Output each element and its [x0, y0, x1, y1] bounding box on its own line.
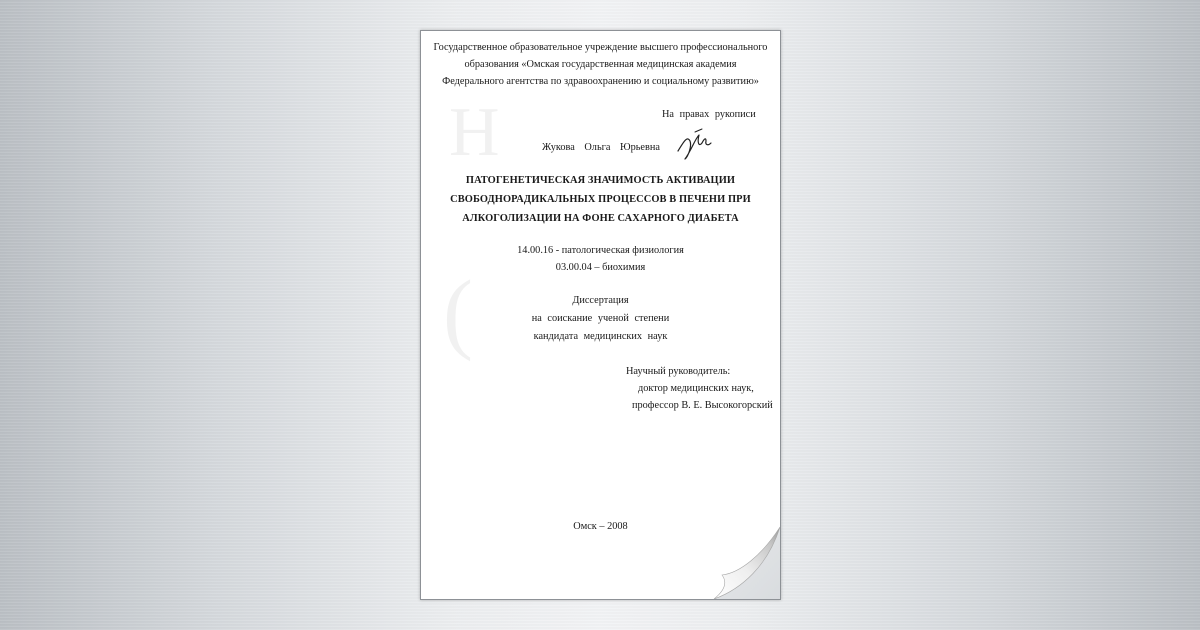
- org-line-3: Федерального агентства по здравоохранению и социальному развитию»: [442, 76, 759, 87]
- degree-line-3: кандидата медицинских наук: [533, 331, 668, 342]
- supervisor-line-2: доктор медицинских наук,: [638, 383, 754, 394]
- manuscript-note: На правах рукописи: [662, 109, 756, 120]
- title-line-3: АЛКОГОЛИЗАЦИИ НА ФОНЕ САХАРНОГО ДИАБЕТА: [462, 213, 739, 224]
- page-curl-icon: [702, 507, 780, 599]
- author-name: Жукова Ольга Юрьевна: [542, 142, 660, 153]
- org-line-2: образования «Омская государственная медицинская академия: [464, 59, 737, 70]
- title-line-1: ПАТОГЕНЕТИЧЕСКАЯ ЗНАЧИМОСТЬ АКТИВАЦИИ: [465, 175, 736, 186]
- ghost-mark: Н: [449, 94, 500, 171]
- degree-line-2: на соискание ученой степени: [531, 313, 670, 324]
- specialty-line-1: 14.00.16 - патологическая физиология: [517, 245, 684, 256]
- title-line-2: СВОБОДНОРАДИКАЛЬНЫХ ПРОЦЕССОВ В ПЕЧЕНИ ПРИ: [450, 194, 751, 205]
- document-page: [420, 30, 781, 600]
- specialty-line-2: 03.00.04 – биохимия: [555, 262, 646, 273]
- supervisor-line-3: профессор В. Е. Высокогорский: [632, 400, 773, 411]
- supervisor-line-1: Научный руководитель:: [626, 366, 731, 377]
- signature-icon: [675, 127, 715, 163]
- ghost-mark: (: [443, 263, 473, 362]
- org-line-1: Государственное образовательное учреждение высшего профессионального: [433, 42, 768, 53]
- degree-line-1: Диссертация: [572, 295, 629, 306]
- place-year: Омск – 2008: [573, 521, 628, 532]
